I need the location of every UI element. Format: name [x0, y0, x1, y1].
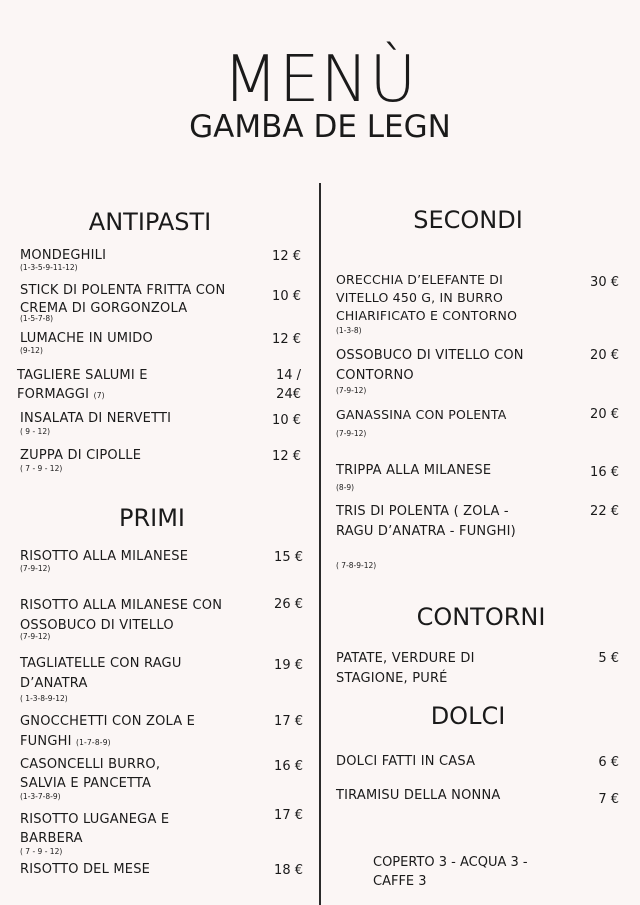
item-price: 15 €: [274, 550, 303, 565]
item-name: TIRAMISU DELLA NONNA: [336, 788, 501, 803]
item-name: OSSOBUCO DI VITELLO CON CONTORNO: [336, 348, 524, 383]
item-allergens: (1-3-5-9-11-12): [20, 263, 78, 272]
item-price: 6 €: [598, 755, 619, 770]
item-price: 16 €: [590, 465, 619, 480]
primi-item-risotto-mese: [20, 861, 305, 883]
primi-item-luganega: [20, 810, 305, 856]
item-price: 10 €: [272, 289, 301, 304]
item-allergens: (7): [93, 391, 105, 400]
antipasti-item-zuppa: [20, 447, 305, 475]
item-allergens: (7-9-12): [336, 386, 367, 395]
item-allergens: (7-9-12): [336, 429, 367, 438]
item-price: 17 €: [274, 808, 303, 823]
item-allergens: ( 1-3-8-9-12): [20, 694, 68, 703]
primi-item-gnocchetti: [20, 712, 305, 752]
item-allergens: (1-5-7-8): [20, 314, 54, 323]
item-allergens: (7-9-12): [20, 564, 51, 573]
item-name: CASONCELLI BURRO, SALVIA E PANCETTA: [20, 757, 161, 791]
item-name: MONDEGHILI: [20, 248, 107, 263]
dolci-item-tiramisu: [336, 787, 622, 809]
secondi-item-ossobuco: [336, 346, 622, 398]
item-name: ZUPPA DI CIPOLLE: [20, 448, 142, 463]
item-name: TAGLIATELLE CON RAGU D’ANATRA: [20, 656, 182, 691]
primi-item-risotto-milanese: [20, 548, 305, 576]
primi-item-risotto-ossobuco: [20, 596, 305, 642]
antipasti-item-lumache: [20, 330, 305, 358]
primi-item-casoncelli: [20, 755, 305, 801]
item-allergens: (1-3-7-8-9): [20, 792, 61, 801]
primi-heading: PRIMI: [118, 504, 185, 532]
antipasti-item-stick-polenta: [20, 282, 305, 324]
item-name: TRIPPA ALLA MILANESE: [336, 463, 492, 478]
item-allergens: (1-3-8): [336, 326, 362, 335]
antipasti-item-mondeghili: [20, 247, 305, 275]
item-allergens: (8-9): [336, 483, 355, 492]
item-price: 17 €: [274, 714, 303, 729]
item-allergens: (7-9-12): [20, 632, 51, 641]
item-price: 30 €: [590, 275, 619, 290]
contorni-item-patate: [336, 649, 622, 689]
item-price: 12 €: [272, 449, 301, 464]
item-name-text: GNOCCHETTI CON ZOLA E FUNGHI: [20, 714, 196, 749]
item-allergens: (9-12): [20, 346, 43, 355]
item-allergens: (1-7-8-9): [75, 738, 111, 747]
item-price: 5 €: [598, 651, 619, 666]
secondi-item-trippa: [336, 462, 622, 494]
primi-item-tagliatelle: [20, 654, 305, 704]
item-name-text: TAGLIERE SALUMI E FORMAGGI: [17, 368, 148, 402]
item-price: 16 €: [274, 759, 303, 774]
contorni-heading: CONTORNI: [416, 603, 546, 631]
footer-note: COPERTO 3 - ACQUA 3 - CAFFE 3: [373, 855, 528, 889]
item-allergens: ( 7-8-9-12): [336, 561, 377, 570]
item-price: 18 €: [274, 863, 303, 878]
antipasti-item-nervetti: [20, 410, 305, 438]
item-price: 7 €: [598, 792, 619, 807]
item-price: 12 €: [272, 332, 301, 347]
item-name: RISOTTO ALLA MILANESE CON OSSOBUCO DI VITELLO: [20, 598, 223, 633]
item-name: RISOTTO LUGANEGA E BARBERA: [20, 812, 170, 846]
item-name: RISOTTO DEL MESE: [20, 862, 151, 877]
item-name: INSALATA DI NERVETTI: [20, 411, 172, 426]
item-name: [17, 366, 167, 405]
item-price: 10 €: [272, 413, 301, 428]
item-name: STICK DI POLENTA FRITTA CON CREMA DI GORGONZOLA: [20, 283, 226, 316]
item-price: 14 / 24€: [275, 368, 301, 402]
item-name: PATATE, VERDURE DI STAGIONE, PURÉ: [336, 651, 475, 686]
item-name: [20, 712, 220, 753]
column-divider: [319, 183, 321, 905]
item-price: 12 €: [272, 249, 301, 264]
item-name: LUMACHE IN UMIDO: [20, 331, 153, 346]
menu-title: MENÙ: [222, 43, 418, 117]
item-price: 26 €: [274, 597, 303, 612]
item-name: GANASSINA CON POLENTA: [336, 407, 507, 422]
secondi-item-ganassina: [336, 406, 622, 442]
item-price: 20 €: [590, 348, 619, 363]
item-name: TRIS DI POLENTA ( ZOLA - RAGU D’ANATRA - FUNGHI): [336, 504, 516, 539]
item-price: 22 €: [590, 504, 619, 519]
item-name: ORECCHIA D’ELEFANTE DI VITELLO 450 G, IN BURRO CHIARIFICATO E CONTORNO: [336, 272, 518, 323]
item-allergens: ( 9 - 12): [20, 427, 51, 436]
secondi-item-tris-polenta: [336, 502, 622, 574]
item-name: DOLCI FATTI IN CASA: [336, 754, 476, 769]
item-name: RISOTTO ALLA MILANESE: [20, 549, 189, 564]
item-allergens: ( 7 - 9 - 12): [20, 464, 63, 473]
antipasti-item-tagliere: [17, 366, 305, 404]
item-price: 19 €: [274, 658, 303, 673]
dolci-heading: DOLCI: [430, 702, 506, 730]
secondi-item-orecchia: [336, 271, 622, 337]
dolci-item-fatti-in-casa: [336, 753, 622, 775]
item-allergens: ( 7 - 9 - 12): [20, 847, 63, 856]
restaurant-name: GAMBA DE LEGN: [189, 109, 451, 145]
antipasti-heading: ANTIPASTI: [88, 208, 212, 236]
secondi-heading: SECONDI: [413, 206, 523, 234]
item-price: 20 €: [590, 407, 619, 422]
